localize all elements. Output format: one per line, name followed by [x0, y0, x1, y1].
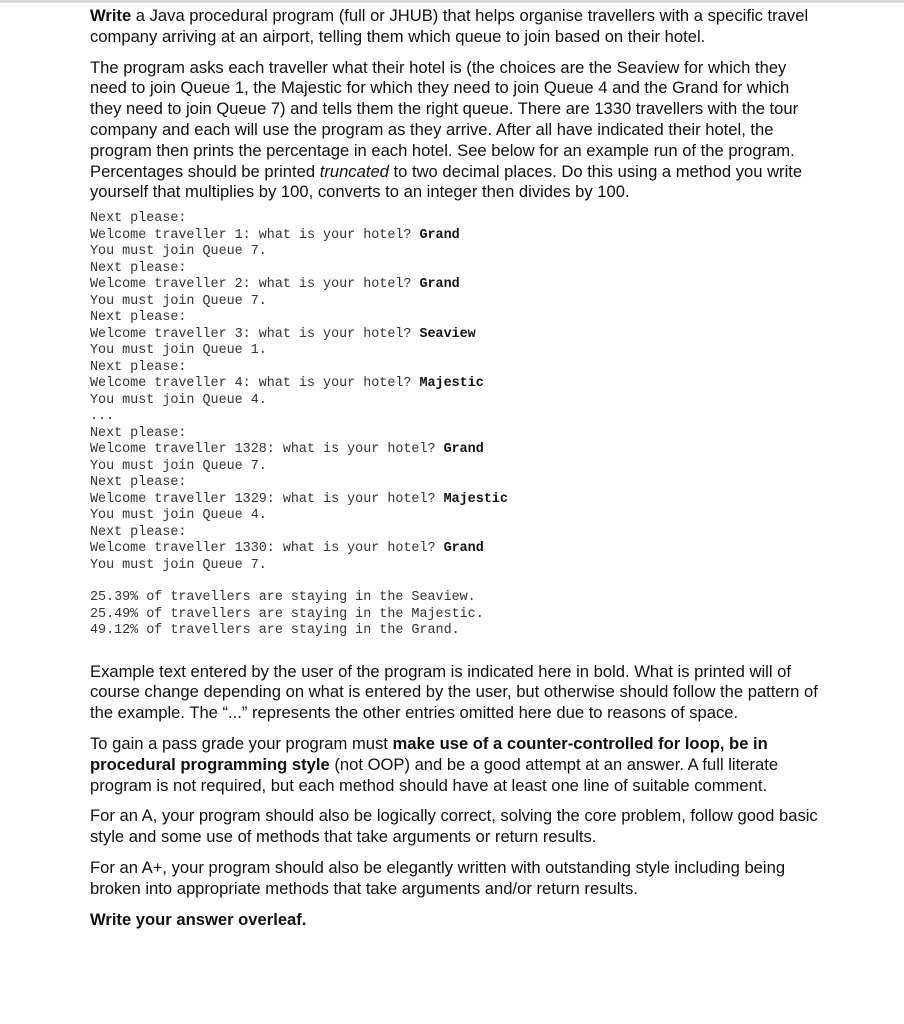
result-line-seaview: 25.39% of travellers are staying in the Seaview.: [90, 590, 476, 606]
reply-line: You must join Queue 4.: [90, 392, 267, 408]
description-paragraph: [90, 58, 820, 204]
intro-lead: Write: [90, 6, 132, 25]
reply-line: You must join Queue 1.: [90, 343, 267, 359]
description-part1: The program asks each traveller what their hotel is (the choices are the Seaview for which they need to join Queue 1, the Majestic for which they need to join Queue 4 and the Grand for which they need to join Queue 7) and tells them the right queue. There are 1330 travellers with the tour company and each will use the program as they arrive. After all have indicated their hotel, the program then prints the percentage in each hotel. See below for an example run of the program. Percentages should be printed: [90, 57, 799, 181]
question-text: Welcome traveller 1328: what is your hotel?: [90, 442, 444, 458]
user-answer: Grand: [419, 227, 460, 243]
question-line: [90, 376, 820, 393]
pass-part2: (not OOP) and be a good attempt at an answer. A full literate program is not required, but each method should have at least one line of suitable comment.: [90, 754, 779, 795]
question-line: [90, 541, 820, 558]
intro-paragraph: [90, 6, 820, 48]
result-line-grand: 49.12% of travellers are staying in the Grand.: [90, 623, 460, 639]
result-line-majestic: 25.49% of travellers are staying in the Majestic.: [90, 606, 484, 622]
top-rule: [0, 0, 904, 3]
question-content: [90, 6, 820, 940]
grade-a-paragraph: For an A, your program should also be logically correct, solving the core problem, follow good basic style and some use of methods that take arguments or return results.: [90, 806, 818, 847]
question-text: Welcome traveller 1329: what is your hotel?: [90, 491, 444, 507]
question-line: [90, 442, 820, 459]
user-answer: Grand: [443, 541, 484, 557]
user-answer: Seaview: [419, 326, 476, 342]
pass-part1: To gain a pass grade your program must: [90, 734, 393, 754]
intro-text: a Java procedural program (full or JHUB) that helps organise travellers with a specific travel company arriving at an airport, telling them which queue to join based on their hotel.: [90, 6, 809, 46]
user-answer: Majestic: [419, 376, 484, 392]
reply-line: You must join Queue 7.: [90, 458, 267, 474]
user-answer: Grand: [419, 277, 460, 293]
prompt-line: Next please:: [90, 359, 187, 375]
prompt-line: Next please:: [90, 260, 187, 276]
ellipsis: ...: [90, 409, 115, 425]
reply-line: You must join Queue 7.: [90, 557, 267, 573]
user-answer: Majestic: [443, 491, 508, 507]
pass-grade-paragraph: [90, 734, 820, 796]
example-run-start: [90, 211, 820, 409]
question-text: Welcome traveller 1330: what is your hotel?: [90, 541, 444, 557]
results-block: [90, 590, 820, 640]
prompt-line: Next please:: [90, 211, 187, 227]
closing-instruction: Write your answer overleaf.: [90, 909, 307, 929]
prompt-line: Next please:: [90, 310, 187, 326]
reply-line: You must join Queue 7.: [90, 244, 267, 260]
grade-a-plus-paragraph: For an A+, your program should also be elegantly written with outstanding style including being broken into appropriate methods that take arguments and/or return results.: [90, 858, 786, 898]
prompt-line: Next please:: [90, 475, 187, 491]
reply-line: You must join Queue 4.: [90, 508, 267, 524]
user-answer: Grand: [443, 442, 484, 458]
question-line: [90, 327, 820, 344]
prompt-line: Next please:: [90, 425, 187, 441]
description-part2: to two decimal places. Do this using a method you write yourself that multiplies by 100, converts to an integer then divides by 100.: [90, 161, 803, 202]
pass-bold: make use of a counter-controlled for loop, be in procedural programming style: [90, 734, 768, 774]
question-line: [90, 228, 820, 245]
example-note-paragraph: Example text entered by the user of the program is indicated here in bold. What is printed will of course change depending on what is entered by the user, but otherwise should follow the pattern of the example. The “...” represents the other entries omitted here due to reasons of space.: [90, 661, 818, 723]
question-line: [90, 277, 820, 294]
question-line: [90, 492, 820, 509]
question-text: Welcome traveller 2: what is your hotel?: [90, 277, 420, 293]
question-text: Welcome traveller 3: what is your hotel?: [90, 326, 420, 342]
example-run: [90, 211, 820, 574]
description-italic: truncated: [319, 161, 389, 181]
question-text: Welcome traveller 4: what is your hotel?: [90, 376, 420, 392]
question-text: Welcome traveller 1: what is your hotel?: [90, 227, 420, 243]
reply-line: You must join Queue 7.: [90, 293, 267, 309]
prompt-line: Next please:: [90, 524, 187, 540]
example-run-end: [90, 426, 820, 575]
